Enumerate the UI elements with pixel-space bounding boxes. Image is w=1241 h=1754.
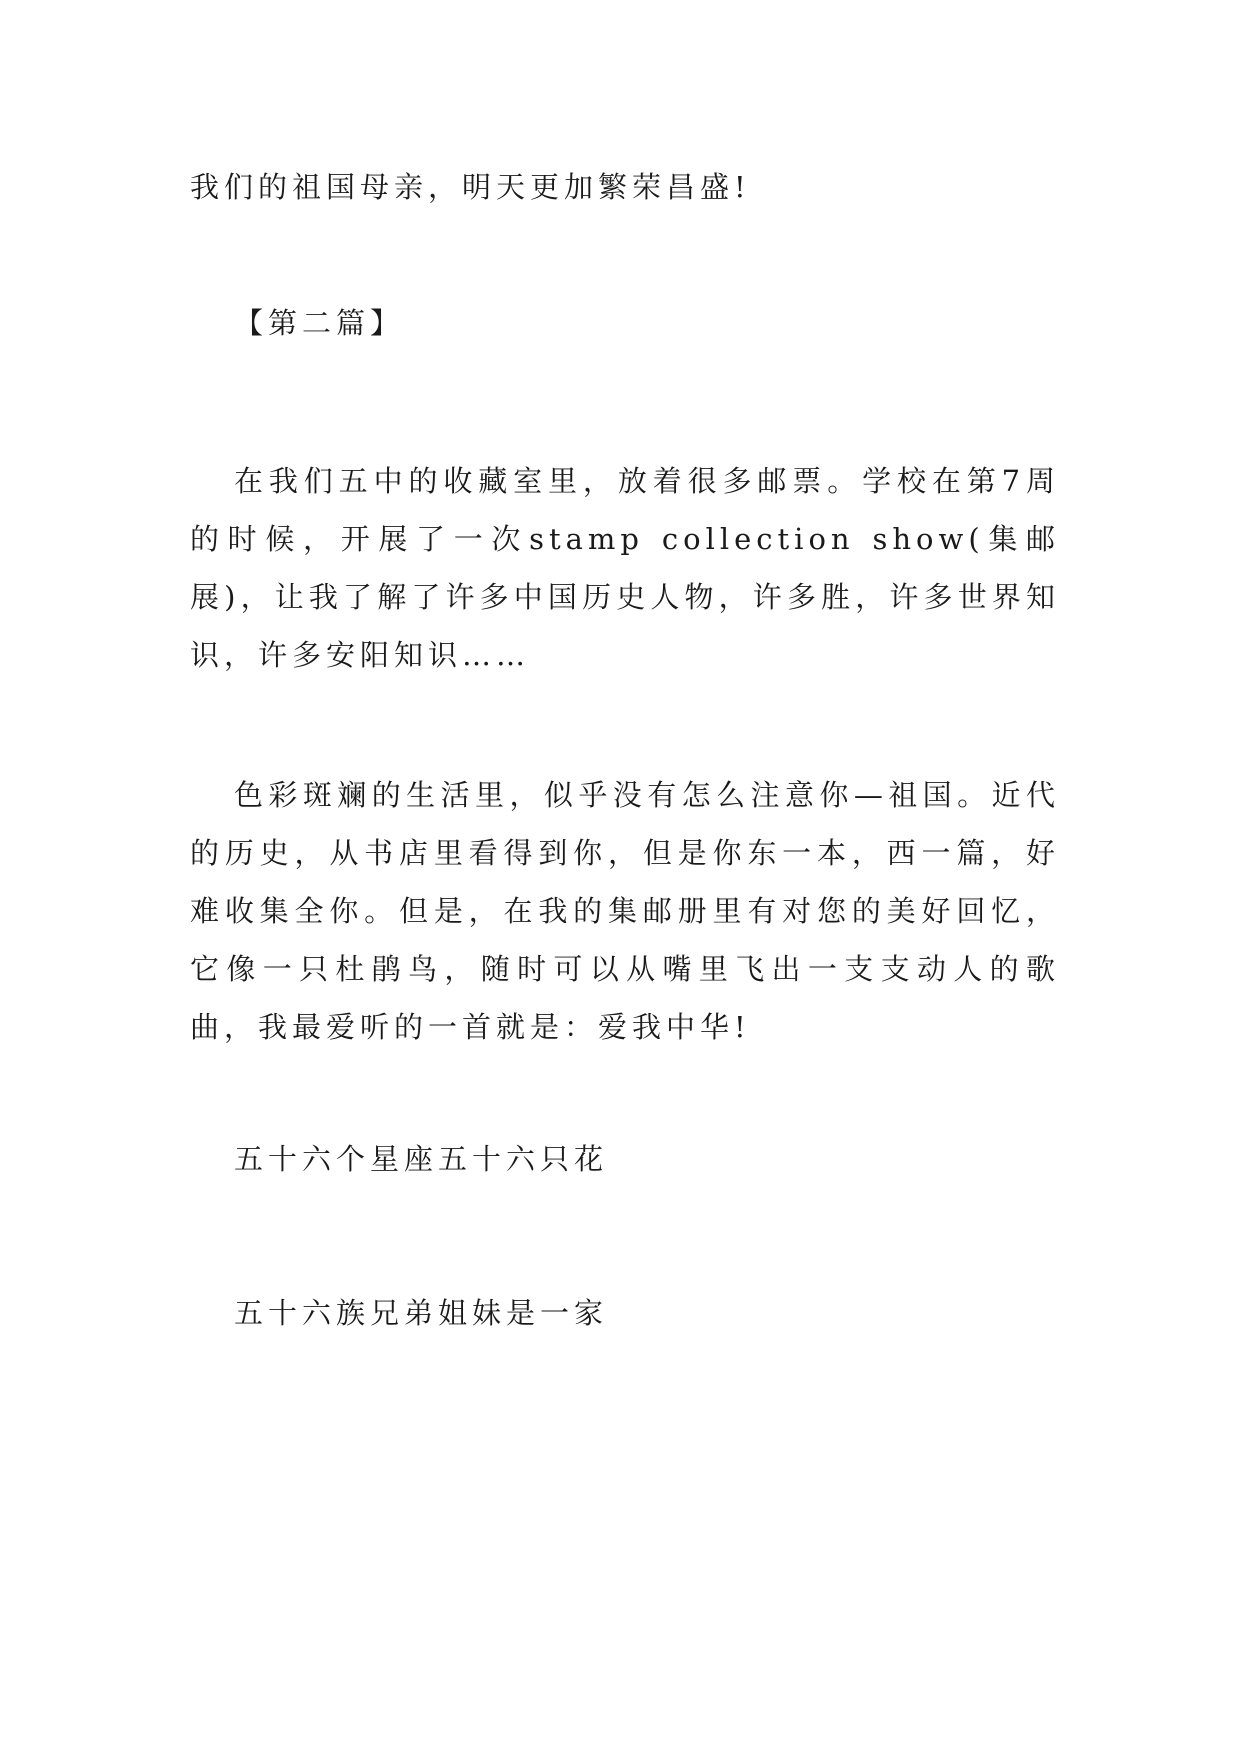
paragraph-stamp-collection: 在我们五中的收藏室里，放着很多邮票。学校在第7周的时候，开展了一次stamp collection show(集邮展)，让我了解了许多中国历史人物，许多胜，许多世界知识，许多安阳知识……	[190, 464, 1060, 672]
paragraph-motherland: 色彩斑斓的生活里，似乎没有怎么注意你—祖国。近代的历史，从书店里看得到你，但是你东一本，西一篇，好难收集全你。但是，在我的集邮册里有对您的美好回忆，它像一只杜鹃鸟，随时可以从嘴里飞出一支支动人的歌曲，我最爱听的一首就是：爱我中华!	[190, 778, 1060, 1044]
closing-line: 我们的祖国母亲，明天更加繁荣昌盛!	[190, 170, 751, 204]
verse-line-1: 五十六个星座五十六只花	[234, 1142, 609, 1176]
section-heading: 【第二篇】	[234, 306, 405, 340]
verse-line-2: 五十六族兄弟姐妹是一家	[234, 1296, 609, 1330]
